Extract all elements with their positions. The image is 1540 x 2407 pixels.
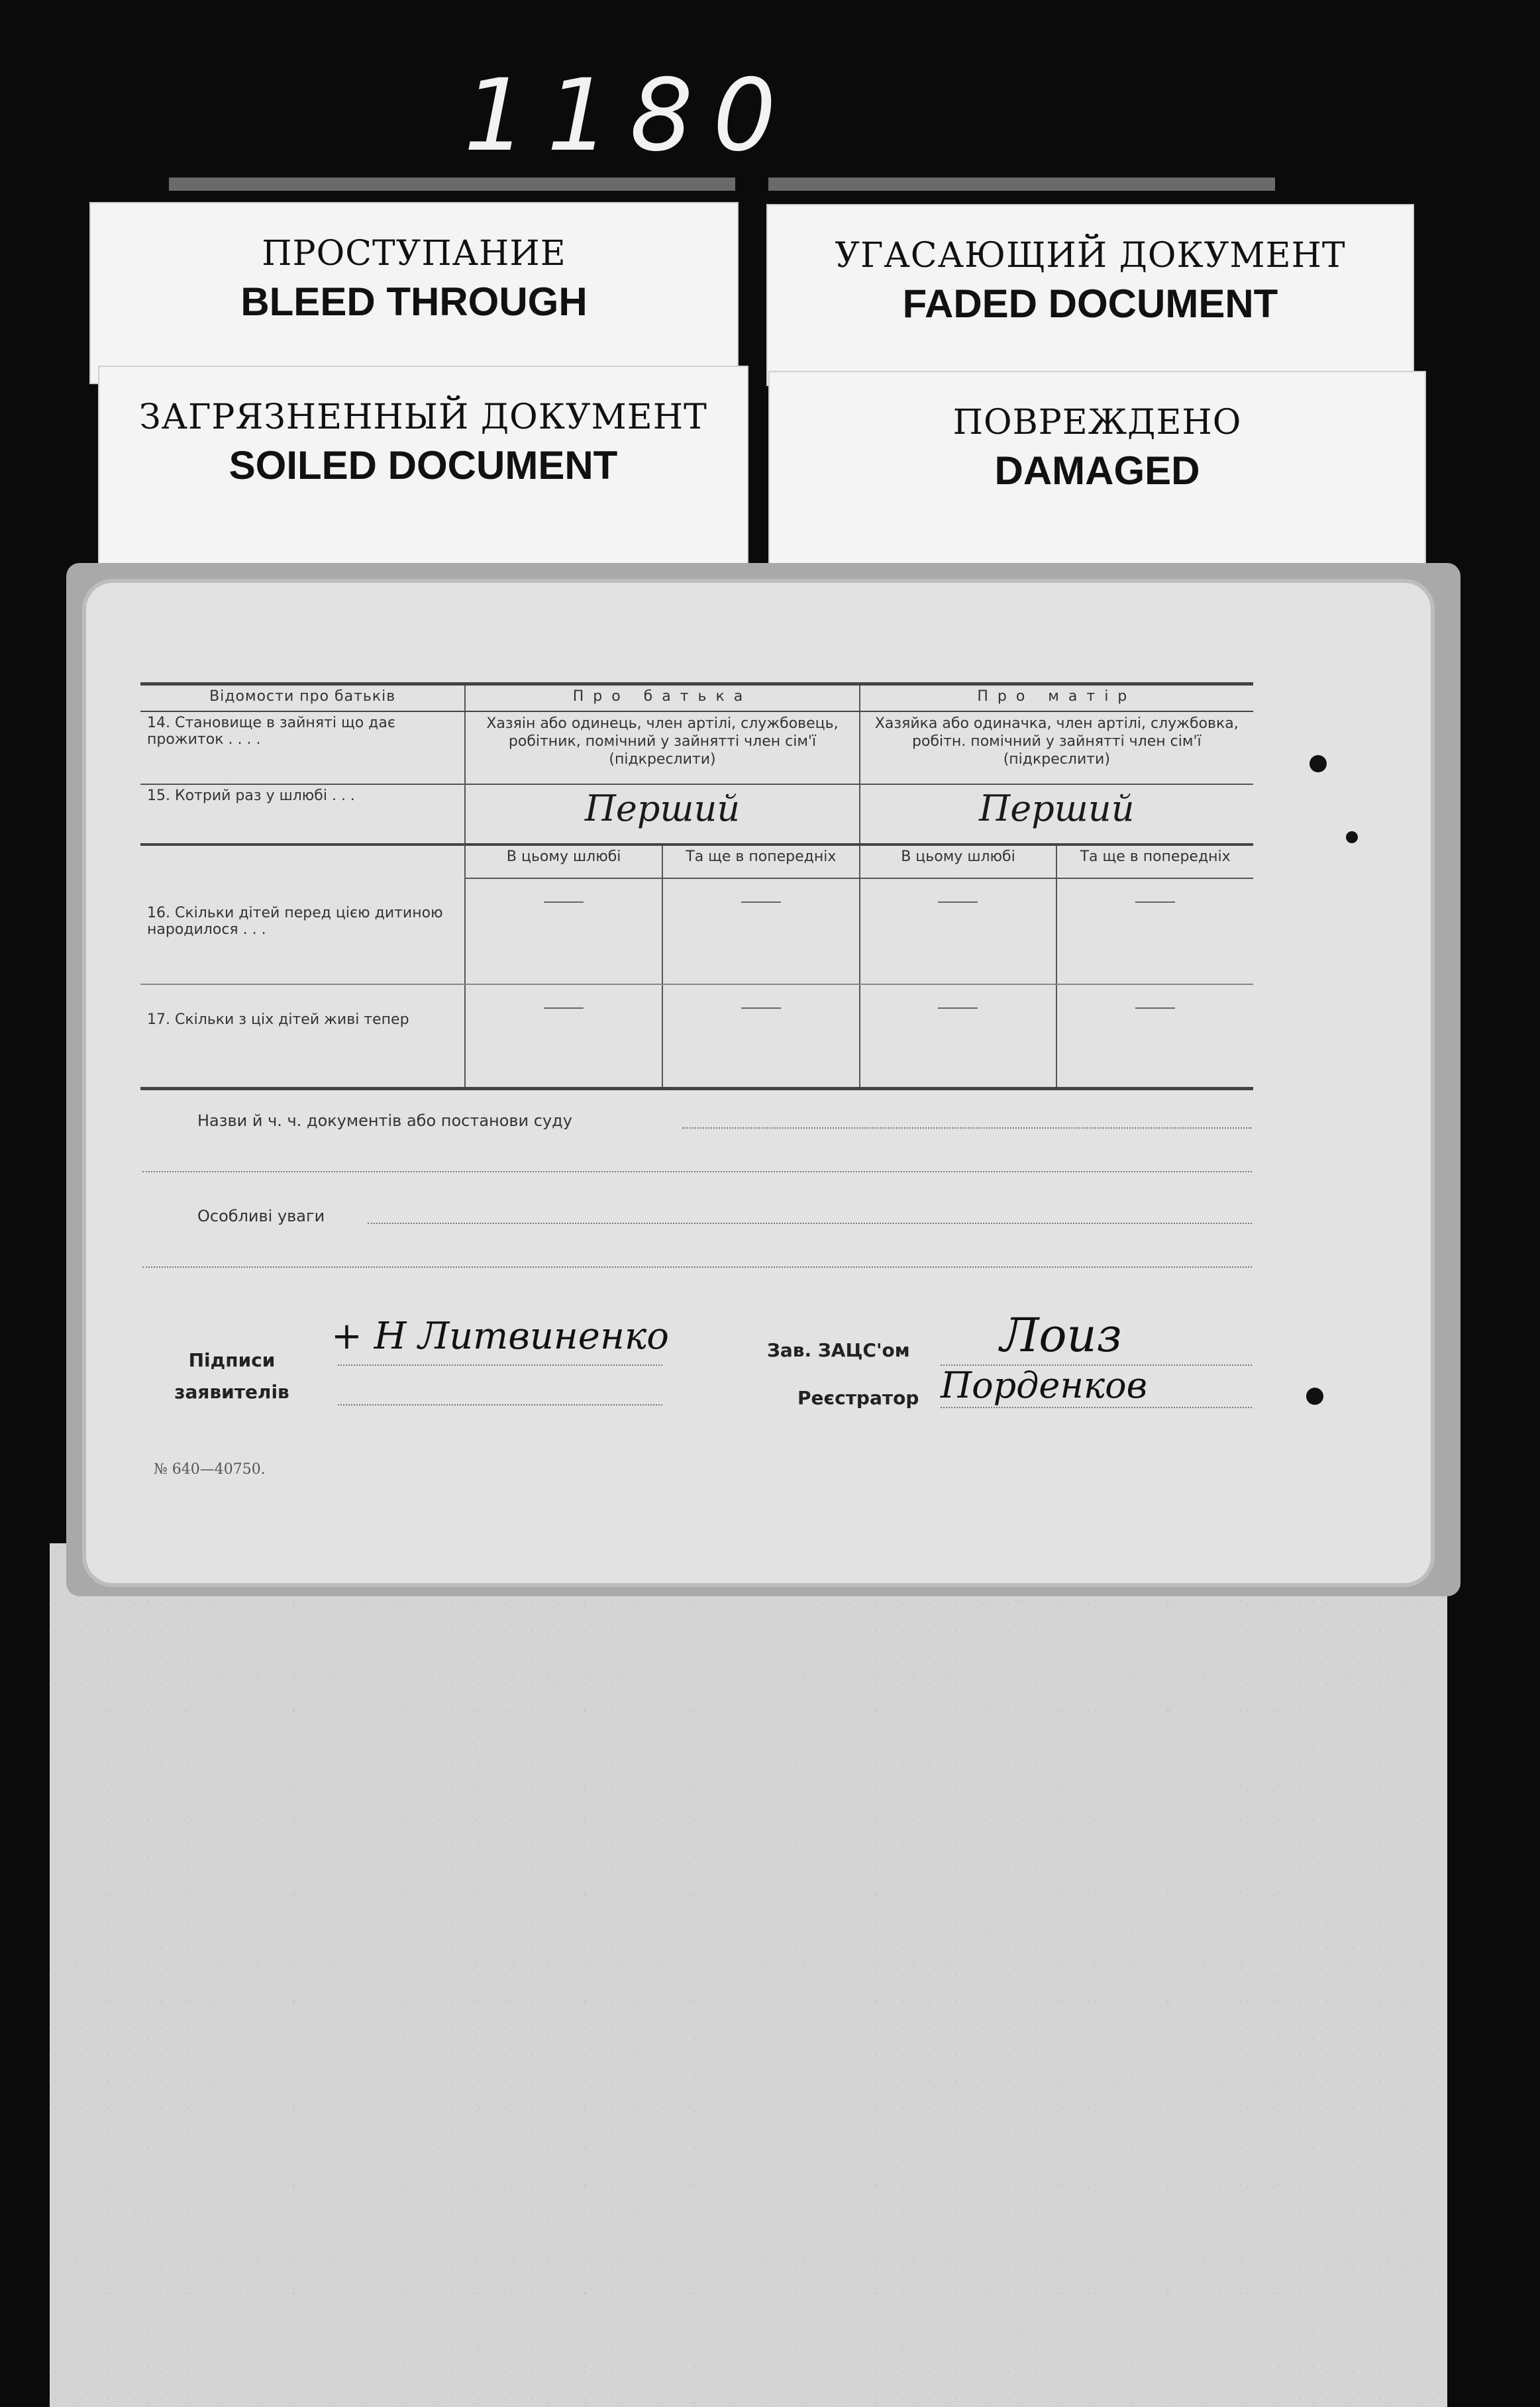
frame-number: 1180 [464,58,796,174]
faded-document-ru: УГАСАЮЩИЙ ДОКУМЕНТ [835,236,1346,276]
soiled-document-ru: ЗАГРЯЗНЕННЫЙ ДОКУМЕНТ [139,397,707,437]
question-14: 14. Становище в зайняті що дає прожиток . . . . [140,711,465,784]
soiled-document-en: SOILED DOCUMENT [229,443,618,487]
head-label: Зав. ЗАЦС'ом [767,1339,910,1361]
top-rule-right [768,178,1275,191]
parents-info-table [140,682,1253,1090]
mother-previous-header: Та ще в попередніх [1056,845,1253,878]
mother-occupation-options: Хазяйка або одиначка, член артілі, службовка, робітн. помічний у зайнятті член сім'ї (підкреслити) [860,711,1253,784]
header-parents-info: Відомости про батьків [140,684,465,712]
remarks-line-2 [142,1266,1252,1268]
head-signature: Лоиз [1000,1308,1122,1362]
header-mother: Про матір [860,684,1253,712]
documents-line-2 [142,1171,1252,1172]
damaged-en: DAMAGED [994,448,1200,493]
remarks-line-1 [368,1223,1252,1224]
soiled-document-target [98,366,748,574]
registrar-line [941,1407,1252,1408]
top-rule-left [169,178,735,191]
cell-17-father-this [465,984,662,1089]
question-15: 15. Котрий раз у шлюбі . . . [140,784,465,845]
punch-hole-1 [1309,755,1327,772]
applicant-signature: + Н Литвиненко [331,1315,669,1358]
punch-hole-2 [1346,831,1358,843]
cell-16-mother-prev [1056,878,1253,984]
father-this-marriage-header: В цьому шлюбі [465,845,662,878]
father-occupation-options: Хазяін або одинець, член артілі, службовець, робітник, помічний у зайнятті член сім'ї (підкреслити) [465,711,859,784]
mother-this-marriage-header: В цьому шлюбі [860,845,1057,878]
documents-label: Назви й ч. ч. документів або постанови суду [197,1111,572,1130]
father-marriage-count: Перший [465,784,859,845]
signatures-label: Підписи заявителів [174,1349,289,1403]
cell-16-father-this [465,878,662,984]
faded-document-en: FADED DOCUMENT [902,282,1278,326]
punch-hole-3 [1306,1388,1323,1405]
bleed-through-ru: ПРОСТУПАНИЕ [262,234,566,274]
bleed-through-target [89,202,739,384]
cell-16-mother-this [860,878,1057,984]
cell-17-mother-this [860,984,1057,1089]
father-previous-header: Та ще в попередніх [662,845,860,878]
bleed-through-en: BLEED THROUGH [240,280,588,324]
damaged-ru: ПОВРЕЖДЕНО [952,403,1242,442]
cell-16-father-prev [662,878,860,984]
registrar-signature: Порденков [941,1364,1148,1406]
signature-line-1 [338,1364,662,1366]
question-16: 16. Скільки дітей перед цією дитиною народилося . . . [140,878,465,984]
registrar-label: Реєстратор [797,1387,919,1409]
question-17: 17. Скільки з ціх дітей живі тепер [140,984,465,1089]
folder-cover [50,1543,1447,2407]
damaged-target [768,371,1426,580]
cell-17-mother-prev [1056,984,1253,1089]
documents-line-1 [682,1127,1252,1129]
form-number: № 640—40750. [154,1461,266,1478]
cell-17-father-prev [662,984,860,1089]
mother-marriage-count: Перший [860,784,1253,845]
signature-line-2 [338,1404,662,1406]
faded-document-target [766,204,1414,386]
header-father: Про батька [465,684,859,712]
remarks-label: Особливі уваги [197,1207,325,1225]
